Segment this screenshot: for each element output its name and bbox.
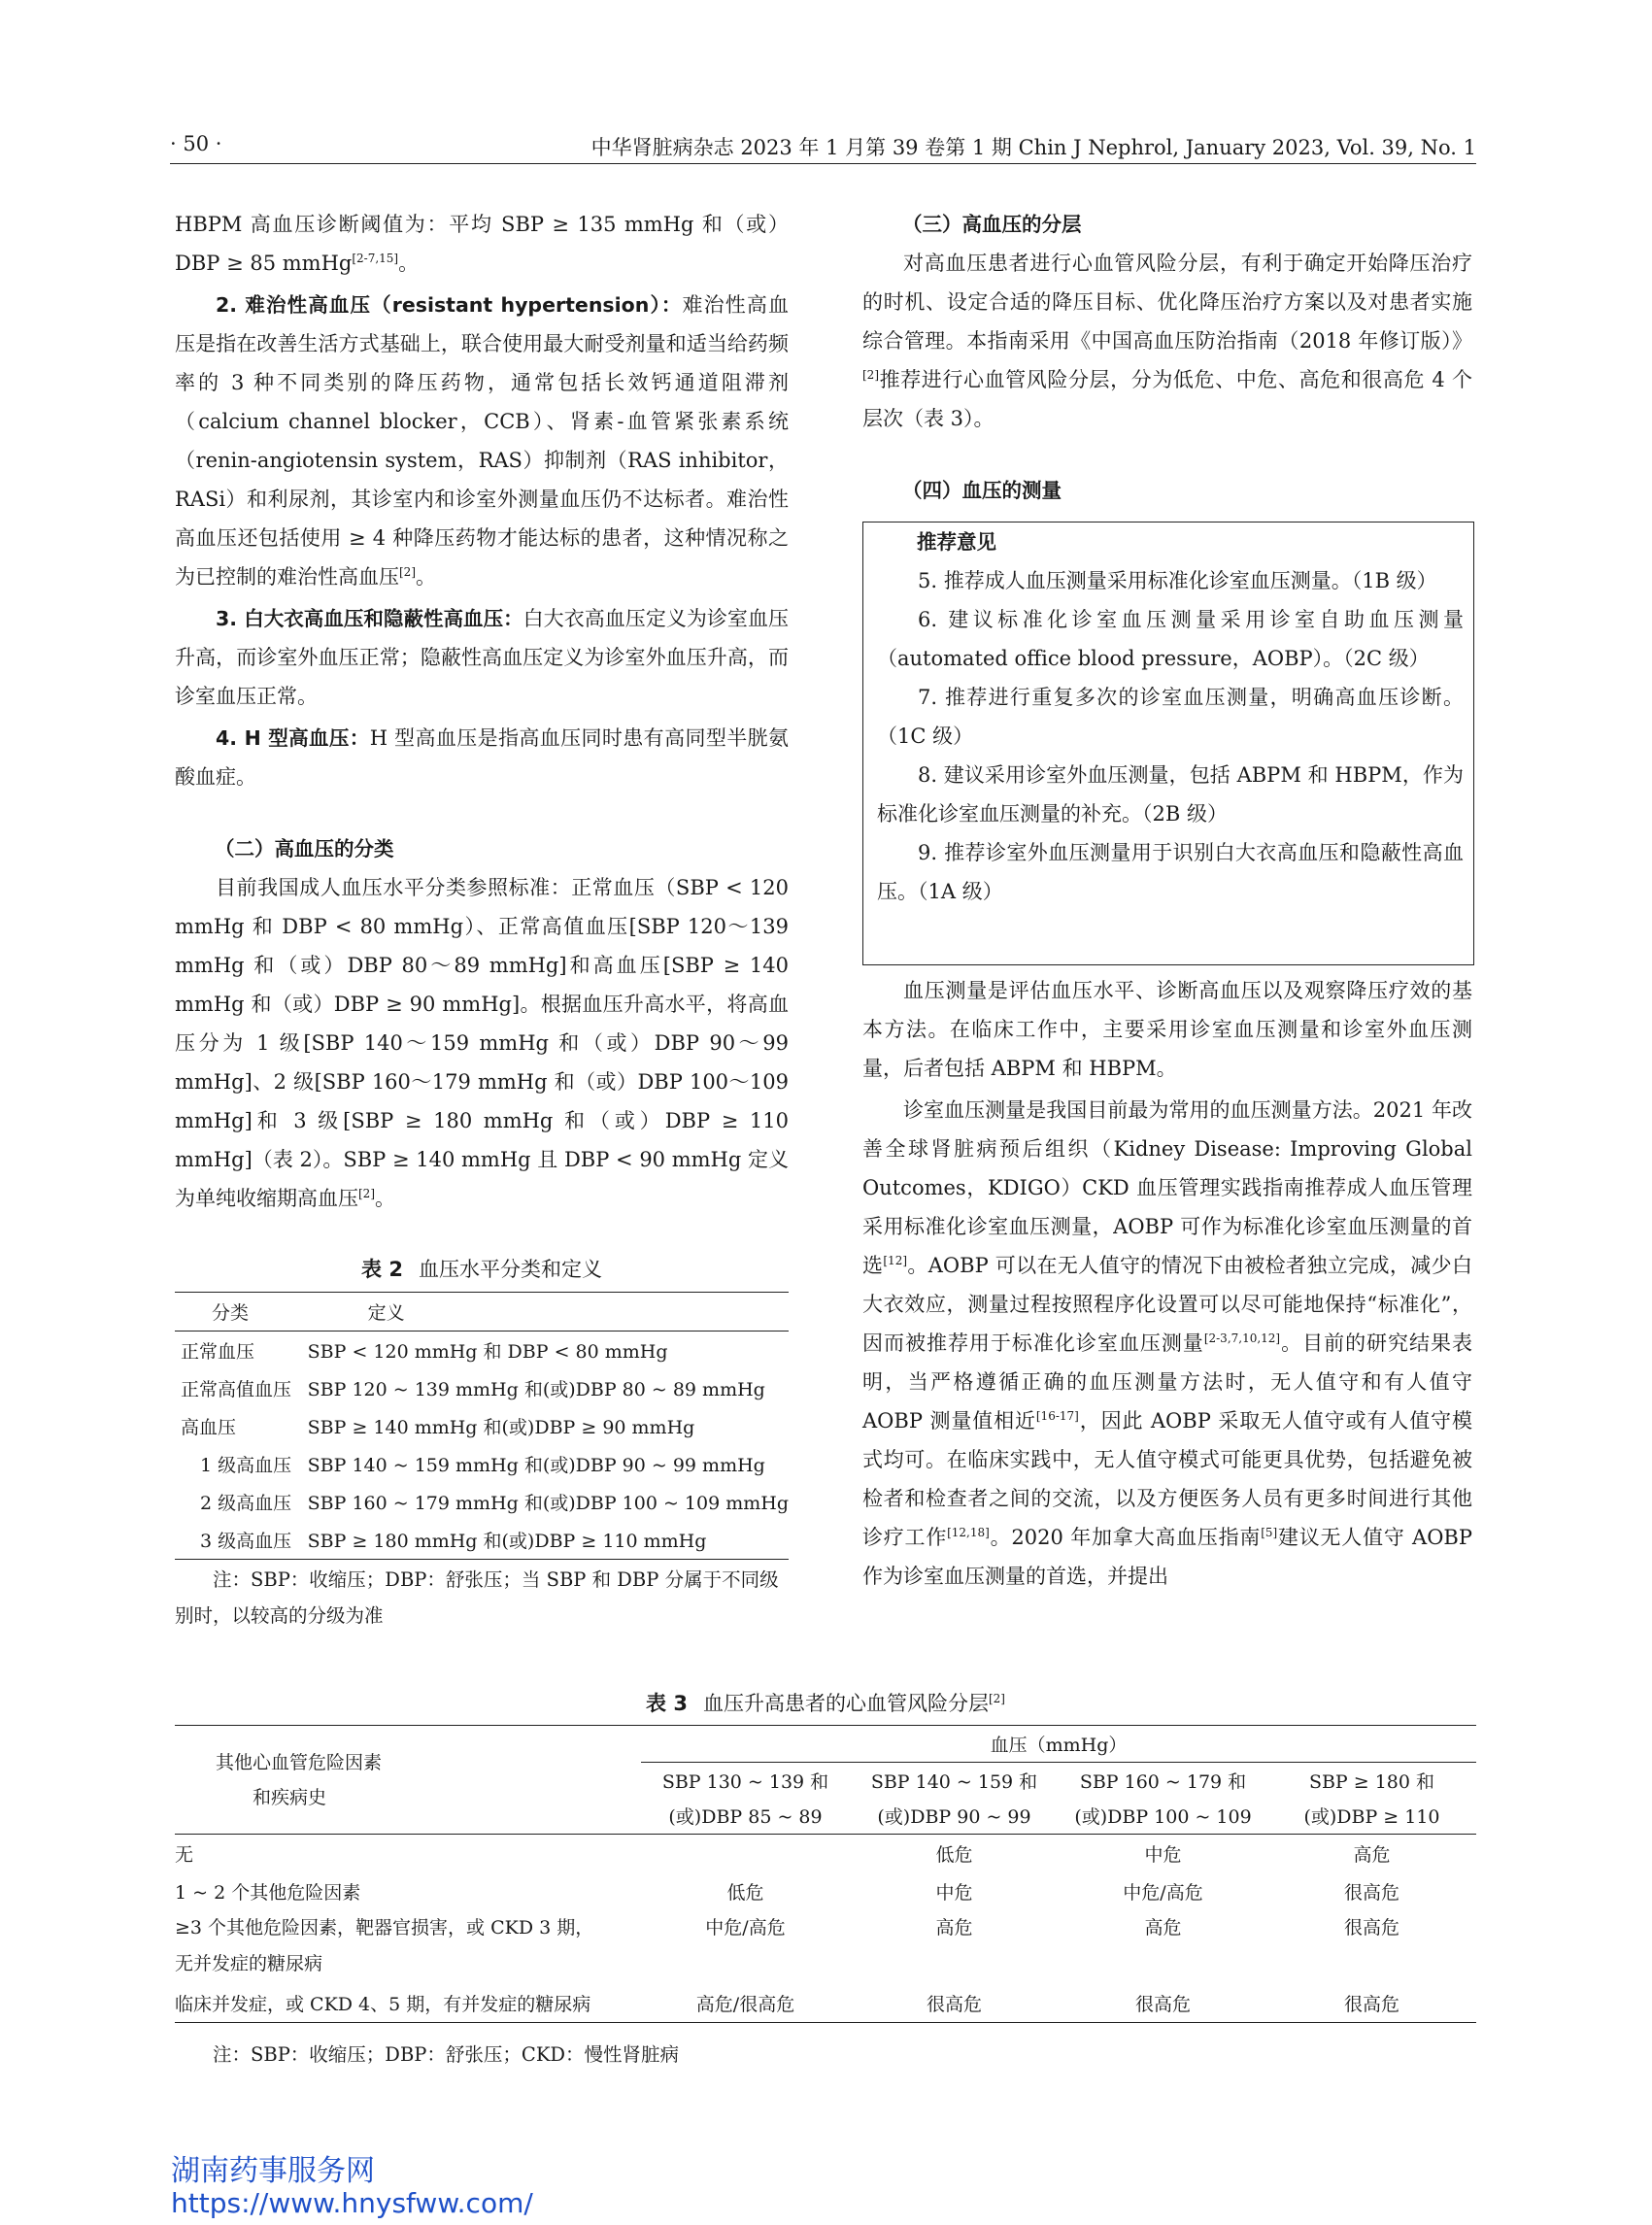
citation: [2-3,7,10,12] [1203,1332,1281,1345]
citation: [5] [1261,1526,1278,1539]
table-header-row [175,1293,789,1332]
subheading: 3. 白大衣高血压和隐蔽性高血压： [216,607,523,630]
table-row [175,1407,789,1445]
table-cell: 正常血压 [181,1341,255,1363]
table-row [175,1332,789,1370]
header-cell: 分类 [175,1293,308,1332]
text: 难治性高血压是指在改善生活方式基础上，联合使用最大耐受剂量和适当给药频率的 3 种不同类别的降压药物，通常包括长效钙通道阻滞剂（calcium channel blocker，CCB）、肾素-血管紧张素系统（renin-angiotensin system，RAS）抑制剂（RAS inhibitor，RASi）和利尿剂，其诊室内和诊室外测量血压仍不达标者。难治性高血压还包括使用 ≥ 4 种降压药物才能达标的患者，这种情况称之为已控制的难治性高血压 [175,293,789,589]
citation: [12] [883,1254,908,1267]
section-title-classification: （二）高血压的分类 [215,837,394,860]
citation: [2] [399,565,416,579]
table3 [175,1725,1476,2023]
text: 。2020 年加拿大高血压指南 [989,1526,1262,1549]
table-cell: SBP ≥ 140 mmHg 和(或)DBP ≥ 90 mmHg [307,1417,695,1438]
citation: [2] [862,368,879,382]
table-label: 表 3 [646,1692,688,1715]
header-cell: (或)DBP ≥ 110 [1267,1799,1476,1835]
text: 。目前的研究结果表明，当严格遵循正确的血压测量方法时，无人值守和有人值守 AOBP 测量值相近 [862,1332,1473,1433]
citation: [2] [358,1187,375,1200]
running-header [170,124,1476,164]
table-row [175,1483,789,1521]
table-cell: SBP ≥ 180 mmHg 和(或)DBP ≥ 110 mmHg [308,1521,789,1560]
text: 白大衣高血压定义为诊室血压升高，而诊室外血压正常；隐蔽性高血压定义为诊室外血压升高，而诊室血压正常。 [175,607,789,708]
table-row [175,1445,789,1483]
header-cell: 定义 [308,1293,789,1332]
row-header-line1: 其他心血管危险因素 [216,1751,383,1773]
recommendation-5: 5. 推荐成人血压测量采用标准化诊室血压测量。（1B 级） [918,569,1437,592]
recommendation-6: 6. 建议标准化诊室血压测量采用诊室自助血压测量（automated office blood pressure，AOBP）。（2C 级） [877,608,1464,670]
citation: [12,18] [947,1526,990,1539]
section-title-stratification: （三）高血压的分层 [902,213,1082,236]
table-cell: 高危 [935,1916,973,1938]
text: 诊室血压测量是我国目前最为常用的血压测量方法。2021 年改善全球肾脏病预后组织（Kidney Disease: Improving Global Outcomes，KDIGO）CKD 血压管理实践指南推荐成人血压管理采用标准化诊室血压测量，AOBP 可作为标准化诊室血压测量的首选 [862,1098,1472,1277]
recommendation-box [862,522,1474,965]
table-cell: 高血压 [181,1417,237,1438]
table-header-row [175,1726,1476,1763]
page-number: · 50 · [170,132,222,155]
citation: [2] [988,1692,1005,1705]
table-cell: 低危 [935,1843,973,1866]
table-cell: SBP < 120 mmHg 和 DBP < 80 mmHg [307,1341,668,1363]
paragraph-h-type [175,719,789,796]
header-cell: (或)DBP 85 ~ 89 [641,1799,850,1835]
row-header-line2: 和疾病史 [253,1786,327,1808]
subheading: 2. 难治性高血压（resistant hypertension）： [216,293,683,317]
text: 。 [375,1187,395,1210]
table3-note: 注：SBP：收缩压；DBP：舒张压；CKD：慢性肾脏病 [213,2043,680,2066]
table-row [175,1872,1476,1910]
table-cell: 很高危 [1134,1993,1191,2015]
text: 。AOBP 可以在无人值守的情况下由被检者独立完成，减少白大衣效应，测量过程按照程序化设置可以尽可能地保持“标准化”，因而被推荐用于标准化诊室血压测量 [862,1254,1472,1355]
right-column-bottom [862,971,1472,1596]
table-cell: 很高危 [1343,1881,1399,1904]
table-cell [641,1835,850,1872]
box-title: 推荐意见 [917,530,996,554]
text: 推荐进行心血管风险分层，分为低危、中危、高危和很高危 4 个层次（表 3）。 [862,368,1472,430]
table-cell: 很高危 [1343,1993,1399,2015]
text: HBPM 高血压诊断阈值为：平均 SBP ≥ 135 mmHg 和（或）DBP ≥ 85 mmHg [175,213,789,275]
table2-note: 注：SBP：收缩压；DBP：舒张压；当 SBP 和 DBP 分属于不同级别时，以较高的分级为准 [175,1568,779,1627]
table-cell: SBP 160 ~ 179 mmHg 和(或)DBP 100 ~ 109 mmHg [307,1493,789,1514]
recommendation-7: 7. 推荐进行重复多次的诊室血压测量，明确高血压诊断。（1C 级） [877,686,1464,748]
paragraph-stratification [862,244,1472,438]
table-cell: 高危 [1353,1843,1391,1866]
header-cell: SBP 140 ~ 159 和 [870,1770,1038,1793]
paragraph-resistant-hypertension [175,286,789,596]
table-row [175,1369,789,1407]
table-label: 表 2 [361,1258,403,1281]
table-row [175,1910,1476,1984]
table2 [175,1292,789,1560]
table-cell: 低危 [726,1881,764,1904]
table-row [175,1835,1476,1872]
paragraph-white-coat [175,599,789,716]
header-cell: SBP 130 ~ 139 和 [661,1770,829,1793]
recommendation-9: 9. 推荐诊室外血压测量用于识别白大衣高血压和隐蔽性高血压。（1A 级） [877,841,1464,903]
text: H 型高血压是指高血压同时患有高同型半胱氨酸血症。 [175,726,789,789]
group-header-cell: 血压（mmHg） [641,1726,1476,1763]
citation: [2-7,15] [352,252,399,265]
cell-line: 无并发症的糖尿病 [175,1952,323,1974]
table-cell: 无 [175,1843,194,1866]
section-title-measurement: （四）血压的测量 [902,479,1062,502]
table-row [175,1984,1476,2023]
header-cell: SBP ≥ 180 和 [1308,1770,1435,1793]
table-cell: SBP 120 ~ 139 mmHg 和(或)DBP 80 ~ 89 mmHg [307,1379,765,1400]
watermark-name: 湖南药事服务网 [171,2154,375,2188]
paragraph-classification [175,868,789,1218]
paragraph-hbpm-threshold [175,205,789,283]
table-cell: 中危 [1144,1843,1182,1866]
header-cell: (或)DBP 100 ~ 109 [1059,1799,1267,1835]
journal-title: 中华肾脏病杂志 2023 年 1 月第 39 卷第 1 期 Chin J Nephrol, January 2023, Vol. 39, No. 1 [590,136,1476,159]
citation: [16-17] [1035,1409,1079,1423]
table-cell: 正常高值血压 [181,1379,292,1400]
table-title: 血压升高患者的心血管风险分层 [702,1692,989,1715]
table-cell: 中危/高危 [1123,1881,1203,1904]
row-header-cell [175,1726,641,1835]
text: 。 [398,252,420,275]
text: ，因此 AOBP 采取无人值守或有人值守模式均可。在临床实践中，无人值守模式可能更具优势，包括避免被检者和检查者之间的交流，以及方便医务人员有更多时间进行其他诊疗工作 [862,1409,1473,1549]
table-cell: 1 ~ 2 个其他危险因素 [175,1881,361,1904]
left-column [175,205,789,1218]
table-cell: 中危 [935,1881,973,1904]
table-title: 血压水平分类和定义 [418,1258,602,1281]
table-cell: 临床并发症，或 CKD 4、5 期，有并发症的糖尿病 [175,1993,591,2015]
table-cell: SBP 140 ~ 159 mmHg 和(或)DBP 90 ~ 99 mmHg [307,1455,765,1476]
table2-caption [175,1254,789,1283]
text: 目前我国成人血压水平分类参照标准：正常血压（SBP < 120 mmHg 和 DBP < 80 mmHg）、正常高值血压[SBP 120～139 mmHg 和（或）DBP 80～89 mmHg]和高血压[SBP ≥ 140 mmHg 和（或）DBP ≥ 90 mmHg]。根据血压升高水平，将高血压分为 1 级[SBP 140～159 mmHg 和（或）DBP 90～99 mmHg]、2 级[SBP 160～179 mmHg 和（或）DBP 100～109 mmHg]和 3 级[SBP ≥ 180 mmHg 和（或）DBP ≥ 110 mmHg]（表 2）。SBP ≥ 140 mmHg 且 DBP < 90 mmHg 定义为单纯收缩期高血压 [175,876,789,1210]
table-cell: 1 级高血压 [200,1455,292,1476]
header-cell: (或)DBP 90 ~ 99 [850,1799,1059,1835]
subheading: 4. H 型高血压： [216,726,370,750]
table-cell: 3 级高血压 [175,1521,308,1560]
text: 对高血压患者进行心血管风险分层，有利于确定开始降压治疗的时机、设定合适的降压目标、优化降压治疗方案以及对患者实施综合管理。本指南采用《中国高血压防治指南（2018 年修订版）》 [862,252,1472,353]
table-cell: 很高危 [926,1993,982,2015]
table-cell [175,1910,641,1984]
text: 建议无人值守 AOBP 作为诊室血压测量的首选，并提出 [862,1526,1472,1588]
table-cell: 高危/很高危 [695,1993,795,2015]
text: 。 [416,565,436,589]
header-cell: SBP 160 ~ 179 和 [1079,1770,1247,1793]
table-cell: 中危/高危 [705,1916,786,1938]
table-cell: 很高危 [1343,1916,1399,1938]
paragraph-measurement-methods: 血压测量是评估血压水平、诊断高血压以及观察降压疗效的基本方法。在临床工作中，主要采用诊室血压测量和诊室外血压测量，后者包括 ABPM 和 HBPM。 [862,979,1472,1080]
table-cell: 高危 [1144,1916,1182,1938]
paragraph-office-measurement [862,1091,1472,1596]
table-row [175,1521,789,1560]
table3-caption [175,1688,1476,1717]
watermark-url[interactable]: https://www.hnysfww.com/ [171,2187,533,2219]
recommendation-8: 8. 建议采用诊室外血压测量，包括 ABPM 和 HBPM，作为标准化诊室血压测量的补充。（2B 级） [877,763,1464,826]
table-cell: 2 级高血压 [200,1493,292,1514]
cell-line: ≥3 个其他危险因素，靶器官损害，或 CKD 3 期， [175,1916,594,1938]
right-column-top [862,205,1472,510]
